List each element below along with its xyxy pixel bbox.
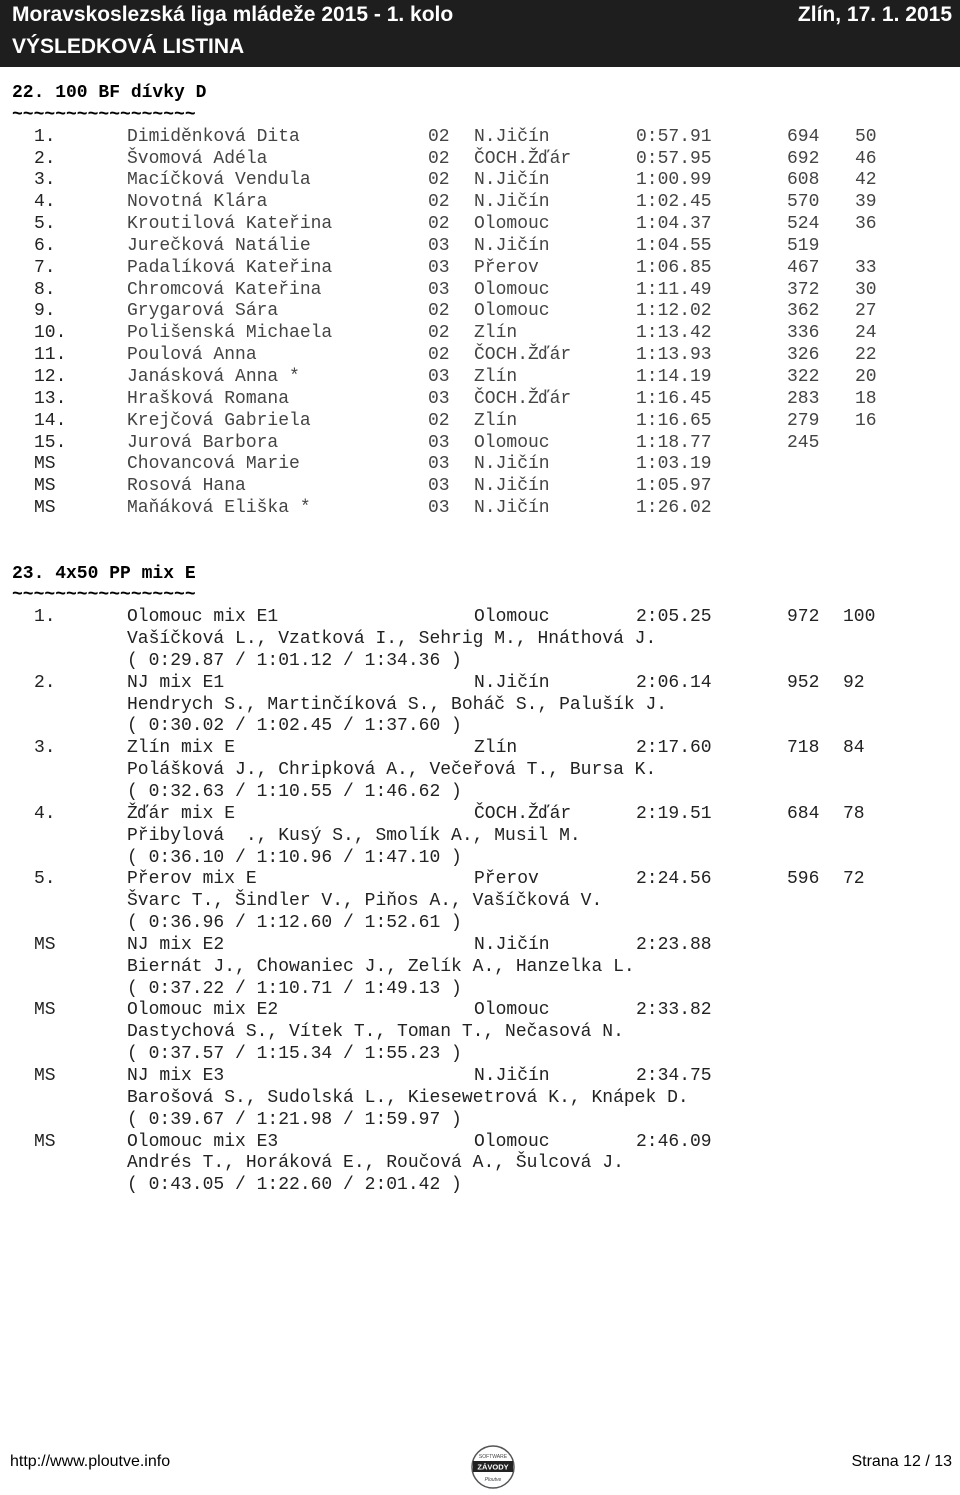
time: 1:02.45	[636, 192, 712, 213]
rank: 12.	[34, 366, 67, 387]
relay-splits: ( 0:32.63 / 1:10.55 / 1:46.62 )	[127, 782, 462, 802]
relay-team: NJ mix E1	[127, 672, 225, 693]
points: 694	[787, 126, 820, 147]
relay-splits: ( 0:36.96 / 1:12.60 / 1:52.61 )	[127, 913, 462, 934]
club: N.Jičín	[474, 454, 550, 475]
birth-year: 02	[428, 148, 450, 169]
page-number: Strana 12 / 13	[851, 1453, 952, 1470]
birth-year: 03	[428, 454, 450, 475]
rank: 7.	[34, 257, 56, 278]
swimmer-name: Kroutilová Kateřina	[127, 214, 333, 235]
place-points: 36	[855, 214, 877, 235]
relay-splits: ( 0:30.02 / 1:02.45 / 1:37.60 )	[127, 716, 462, 737]
birth-year: 03	[428, 366, 450, 387]
relay-swimmers: Dastychová S., Vítek T., Toman T., Nečasová N.	[127, 1022, 624, 1043]
relay-team: NJ mix E2	[127, 934, 225, 955]
club: Zlín	[474, 410, 518, 431]
swimmer-name: Hrašková Romana	[127, 388, 290, 409]
points: 326	[787, 345, 820, 366]
club: ČOCH.Žďár	[474, 148, 572, 169]
birth-year: 03	[428, 257, 450, 278]
place-points: 100	[843, 607, 876, 628]
time: 2:46.09	[636, 1131, 712, 1152]
rank: 10.	[34, 323, 67, 344]
page-footer	[0, 1440, 960, 1495]
relay-swimmers: Vašíčková L., Vzatková I., Sehrig M., Hnáthová J.	[127, 629, 657, 650]
website-link[interactable]: http://www.ploutve.info	[10, 1453, 171, 1470]
time: 2:19.51	[636, 803, 712, 824]
club: N.Jičín	[474, 235, 550, 256]
swimmer-name: Poulová Anna	[127, 345, 257, 366]
event-title: 23. 4x50 PP mix E	[12, 563, 196, 584]
club: ČOCH.Žďár	[474, 345, 572, 366]
relay-team: Olomouc mix E3	[127, 1131, 279, 1152]
rank: 4.	[34, 192, 56, 213]
place-points: 92	[843, 672, 865, 693]
time: 1:18.77	[636, 432, 712, 453]
swimmer-name: Dimiděnková Dita	[127, 126, 300, 147]
time: 1:26.02	[636, 498, 712, 519]
relay-team: Žďár mix E	[127, 803, 236, 824]
relay-swimmers: Hendrych S., Martinčíková S., Boháč S., Palušík J.	[127, 694, 668, 715]
rank: MS	[34, 934, 56, 955]
time: 2:33.82	[636, 1000, 712, 1021]
event-underline: ~~~~~~~~~~~~~~~~~	[12, 585, 196, 606]
logo-text-top: SOFTWARE	[478, 1454, 508, 1460]
birth-year: 02	[428, 126, 450, 147]
relay-swimmers: Přibylová ., Kusý S., Smolík A., Musil M.	[127, 825, 581, 846]
relay-splits: ( 0:29.87 / 1:01.12 / 1:34.36 )	[127, 650, 462, 671]
club: Přerov	[474, 869, 539, 890]
club: N.Jičín	[474, 476, 550, 497]
results-list-title: VÝSLEDKOVÁ LISTINA	[12, 35, 245, 58]
time: 1:00.99	[636, 170, 712, 191]
birth-year: 03	[428, 388, 450, 409]
swimmer-name: Polišenská Michaela	[127, 323, 333, 344]
relay-swimmers: Švarc T., Šindler V., Piňos A., Vašíčková V.	[127, 891, 603, 912]
relay-swimmers: Andrés T., Horáková E., Roučová A., Šulcová J.	[127, 1153, 624, 1174]
rank: MS	[34, 498, 56, 519]
place-points: 30	[855, 279, 877, 300]
place-points: 50	[855, 126, 877, 147]
club: Zlín	[474, 323, 518, 344]
points: 608	[787, 170, 820, 191]
swimmer-name: Macíčková Vendula	[127, 170, 311, 191]
points: 283	[787, 388, 820, 409]
place-points: 39	[855, 192, 877, 213]
points: 336	[787, 323, 820, 344]
place-points: 33	[855, 257, 877, 278]
time: 1:04.55	[636, 235, 712, 256]
relay-team: Zlín mix E	[127, 738, 236, 759]
birth-year: 03	[428, 432, 450, 453]
time: 1:03.19	[636, 454, 712, 475]
software-logo-icon	[469, 1444, 517, 1490]
rank: 6.	[34, 235, 56, 256]
time: 1:05.97	[636, 476, 712, 497]
time: 1:16.45	[636, 388, 712, 409]
points: 524	[787, 214, 820, 235]
relay-swimmers: Barošová S., Sudolská L., Kiesewetrová K., Knápek D.	[127, 1087, 689, 1108]
place-points: 27	[855, 301, 877, 322]
time: 2:06.14	[636, 672, 712, 693]
place-date: Zlín, 17. 1. 2015	[797, 3, 952, 26]
points: 684	[787, 803, 820, 824]
rank: 2.	[34, 672, 56, 693]
place-points: 20	[855, 366, 877, 387]
time: 1:13.42	[636, 323, 712, 344]
place-points: 16	[855, 410, 877, 431]
points: 692	[787, 148, 820, 169]
rank: MS	[34, 1065, 56, 1086]
club: ČOCH.Žďár	[474, 803, 572, 824]
time: 1:11.49	[636, 279, 712, 300]
time: 1:14.19	[636, 366, 712, 387]
points: 952	[787, 672, 820, 693]
club: N.Jičín	[474, 498, 550, 519]
birth-year: 03	[428, 498, 450, 519]
rank: 5.	[34, 214, 56, 235]
club: Zlín	[474, 366, 518, 387]
time: 1:16.65	[636, 410, 712, 431]
club: Olomouc	[474, 214, 550, 235]
place-points: 22	[855, 345, 877, 366]
points: 718	[787, 738, 820, 759]
rank: 5.	[34, 869, 56, 890]
points: 279	[787, 410, 820, 431]
rank: 1.	[34, 607, 56, 628]
swimmer-name: Maňáková Eliška *	[127, 498, 311, 519]
points: 972	[787, 607, 820, 628]
rank: 3.	[34, 738, 56, 759]
relay-team: Přerov mix E	[127, 869, 257, 890]
birth-year: 03	[428, 279, 450, 300]
swimmer-name: Padalíková Kateřina	[127, 257, 333, 278]
birth-year: 02	[428, 214, 450, 235]
swimmer-name: Chromcová Kateřina	[127, 279, 322, 300]
rank: 9.	[34, 301, 56, 322]
rank: 15.	[34, 432, 67, 453]
relay-team: Olomouc mix E1	[127, 607, 279, 628]
club: N.Jičín	[474, 934, 550, 955]
relay-swimmers: Polášková J., Chripková A., Večeřová T., Bursa K.	[127, 760, 657, 781]
place-points: 78	[843, 803, 865, 824]
club: ČOCH.Žďár	[474, 388, 572, 409]
time: 1:04.37	[636, 214, 712, 235]
logo-text-bottom: Ploutve	[484, 1477, 502, 1483]
club: N.Jičín	[474, 170, 550, 191]
birth-year: 02	[428, 323, 450, 344]
time: 1:13.93	[636, 345, 712, 366]
competition-title: Moravskoslezská liga mládeže 2015 - 1. kolo	[12, 3, 454, 26]
swimmer-name: Novotná Klára	[127, 192, 268, 213]
rank: MS	[34, 1000, 56, 1021]
rank: 14.	[34, 410, 67, 431]
swimmer-name: Jurová Barbora	[127, 432, 279, 453]
birth-year: 03	[428, 235, 450, 256]
club: Přerov	[474, 257, 539, 278]
relay-team: Olomouc mix E2	[127, 1000, 279, 1021]
birth-year: 03	[428, 476, 450, 497]
rank: MS	[34, 1131, 56, 1152]
points: 322	[787, 366, 820, 387]
birth-year: 02	[428, 345, 450, 366]
birth-year: 02	[428, 192, 450, 213]
swimmer-name: Chovancová Marie	[127, 454, 300, 475]
swimmer-name: Janásková Anna *	[127, 366, 300, 387]
points: 596	[787, 869, 820, 890]
relay-splits: ( 0:43.05 / 1:22.60 / 2:01.42 )	[127, 1175, 462, 1196]
time: 1:06.85	[636, 257, 712, 278]
club: N.Jičín	[474, 192, 550, 213]
rank: 4.	[34, 803, 56, 824]
birth-year: 02	[428, 410, 450, 431]
birth-year: 02	[428, 170, 450, 191]
relay-splits: ( 0:37.22 / 1:10.71 / 1:49.13 )	[127, 978, 462, 999]
event-title: 22. 100 BF dívky D	[12, 83, 207, 103]
page-header	[0, 0, 960, 67]
birth-year: 02	[428, 301, 450, 322]
relay-splits: ( 0:36.10 / 1:10.96 / 1:47.10 )	[127, 847, 462, 868]
place-points: 46	[855, 148, 877, 169]
swimmer-name: Švomová Adéla	[127, 148, 268, 169]
time: 1:12.02	[636, 301, 712, 322]
club: Zlín	[474, 738, 518, 759]
points: 362	[787, 301, 820, 322]
swimmer-name: Grygarová Sára	[127, 301, 279, 322]
rank: MS	[34, 454, 56, 475]
club: Olomouc	[474, 1000, 550, 1021]
time: 2:17.60	[636, 738, 712, 759]
time: 2:34.75	[636, 1065, 712, 1086]
time: 2:23.88	[636, 934, 712, 955]
club: N.Jičín	[474, 1065, 550, 1086]
place-points: 84	[843, 738, 865, 759]
points: 467	[787, 257, 820, 278]
points: 570	[787, 192, 820, 213]
points: 519	[787, 235, 820, 256]
place-points: 24	[855, 323, 877, 344]
points: 372	[787, 279, 820, 300]
rank: MS	[34, 476, 56, 497]
rank: 3.	[34, 170, 56, 191]
swimmer-name: Jurečková Natálie	[127, 235, 311, 256]
swimmer-name: Krejčová Gabriela	[127, 410, 311, 431]
club: Olomouc	[474, 1131, 550, 1152]
relay-swimmers: Biernát J., Chowaniec J., Zelík A., Hanzelka L.	[127, 956, 635, 977]
club: Olomouc	[474, 432, 550, 453]
club: N.Jičín	[474, 672, 550, 693]
points: 245	[787, 432, 820, 453]
club: Olomouc	[474, 607, 550, 628]
rank: 11.	[34, 345, 67, 366]
relay-team: NJ mix E3	[127, 1065, 225, 1086]
time: 0:57.91	[636, 126, 712, 147]
place-points: 18	[855, 388, 877, 409]
time: 2:05.25	[636, 607, 712, 628]
time: 0:57.95	[636, 148, 712, 169]
rank: 2.	[34, 148, 56, 169]
event-underline: ~~~~~~~~~~~~~~~~~	[12, 104, 196, 125]
rank: 1.	[34, 126, 56, 147]
place-points: 72	[843, 869, 865, 890]
place-points: 42	[855, 170, 877, 191]
logo-text-mid: ZÁVODY	[477, 1462, 509, 1472]
time: 2:24.56	[636, 869, 712, 890]
swimmer-name: Rosová Hana	[127, 476, 246, 497]
rank: 8.	[34, 279, 56, 300]
club: Olomouc	[474, 279, 550, 300]
relay-splits: ( 0:39.67 / 1:21.98 / 1:59.97 )	[127, 1109, 462, 1130]
club: Olomouc	[474, 301, 550, 322]
relay-splits: ( 0:37.57 / 1:15.34 / 1:55.23 )	[127, 1044, 462, 1065]
rank: 13.	[34, 388, 67, 409]
club: N.Jičín	[474, 126, 550, 147]
